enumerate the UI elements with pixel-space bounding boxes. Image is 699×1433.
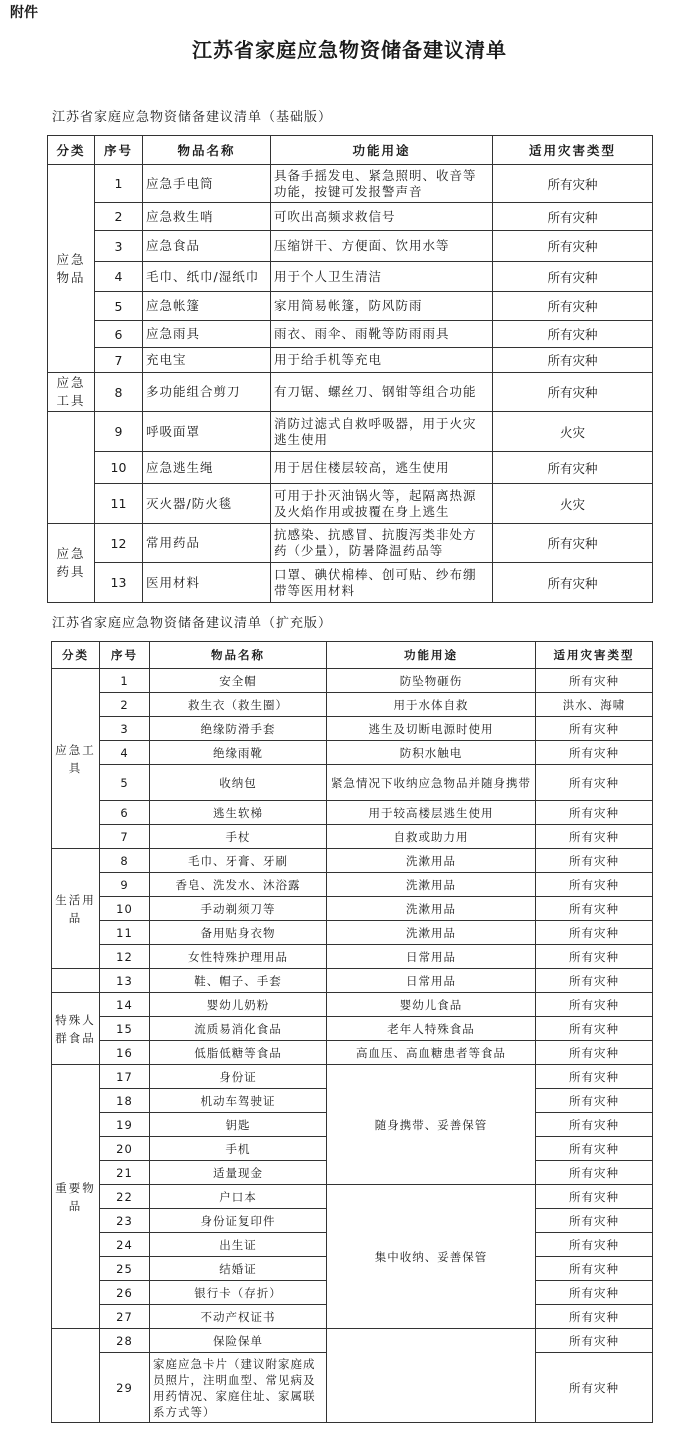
item-function: 自救或助力用 <box>327 825 536 849</box>
table-row <box>48 231 653 262</box>
table-row <box>52 1185 653 1209</box>
item-function: 洗漱用品 <box>327 849 536 873</box>
hazard-type: 所有灾种 <box>536 1017 653 1041</box>
row-number: 6 <box>100 801 150 825</box>
item-function: 集中收纳、妥善保管 <box>327 1185 536 1329</box>
item-function: 紧急情况下收纳应急物品并随身携带 <box>327 765 536 801</box>
item-name: 收纳包 <box>150 765 327 801</box>
row-number: 12 <box>100 945 150 969</box>
item-name: 毛巾、牙膏、牙刷 <box>150 849 327 873</box>
item-name: 出生证 <box>150 1233 327 1257</box>
hazard-type: 洪水、海啸 <box>536 693 653 717</box>
row-number: 23 <box>100 1209 150 1233</box>
table-row <box>52 825 653 849</box>
hazard-type: 所有灾种 <box>536 765 653 801</box>
table-header-row <box>48 136 653 165</box>
item-name: 充电宝 <box>143 348 271 373</box>
row-number: 7 <box>95 348 143 373</box>
category-cell <box>52 969 100 993</box>
hazard-type: 所有灾种 <box>493 165 653 203</box>
row-number: 9 <box>100 873 150 897</box>
table-row <box>52 921 653 945</box>
row-number: 29 <box>100 1353 150 1423</box>
hazard-type: 所有灾种 <box>493 452 653 484</box>
row-number: 5 <box>100 765 150 801</box>
hazard-type: 所有灾种 <box>493 262 653 292</box>
item-name: 手机 <box>150 1137 327 1161</box>
item-name: 适量现金 <box>150 1161 327 1185</box>
item-function: 压缩饼干、方便面、饮用水等 <box>271 231 493 262</box>
row-number: 28 <box>100 1329 150 1353</box>
item-name: 绝缘雨靴 <box>150 741 327 765</box>
extended-list-table <box>51 641 653 1423</box>
table-row <box>52 693 653 717</box>
item-name: 机动车驾驶证 <box>150 1089 327 1113</box>
attachment-label: 附件 <box>10 5 38 21</box>
hazard-type: 所有灾种 <box>536 1281 653 1305</box>
item-name: 医用材料 <box>143 563 271 603</box>
item-name: 钥匙 <box>150 1113 327 1137</box>
table-row <box>52 717 653 741</box>
hazard-type: 所有灾种 <box>493 231 653 262</box>
item-function: 防积水触电 <box>327 741 536 765</box>
hazard-type: 所有灾种 <box>493 203 653 231</box>
row-number: 5 <box>95 292 143 321</box>
item-function: 婴幼儿食品 <box>327 993 536 1017</box>
hazard-type: 所有灾种 <box>536 873 653 897</box>
item-function: 家用简易帐篷，防风防雨 <box>271 292 493 321</box>
row-number: 10 <box>100 897 150 921</box>
item-function: 高血压、高血糖患者等食品 <box>327 1041 536 1065</box>
table-row <box>48 348 653 373</box>
item-function: 用于给手机等充电 <box>271 348 493 373</box>
row-number: 3 <box>100 717 150 741</box>
hazard-type: 所有灾种 <box>536 1305 653 1329</box>
hazard-type: 所有灾种 <box>536 945 653 969</box>
hazard-type: 所有灾种 <box>536 969 653 993</box>
table-row <box>52 897 653 921</box>
item-function: 抗感染、抗感冒、抗腹泻类非处方药（少量），防暑降温药品等 <box>271 524 493 563</box>
item-name: 身份证 <box>150 1065 327 1089</box>
row-number: 9 <box>95 412 143 452</box>
item-function: 老年人特殊食品 <box>327 1017 536 1041</box>
row-number: 18 <box>100 1089 150 1113</box>
basic-list-caption: 江苏省家庭应急物资储备建议清单（基础版） <box>52 110 333 125</box>
table-row <box>48 203 653 231</box>
row-number: 27 <box>100 1305 150 1329</box>
row-number: 1 <box>100 669 150 693</box>
hazard-type: 所有灾种 <box>536 1353 653 1423</box>
item-function: 日常用品 <box>327 969 536 993</box>
category-cell <box>48 412 95 524</box>
hazard-type: 所有灾种 <box>536 1233 653 1257</box>
category-cell: 应急物品 <box>48 165 95 373</box>
item-function: 防坠物砸伤 <box>327 669 536 693</box>
item-name: 备用贴身衣物 <box>150 921 327 945</box>
item-name: 户口本 <box>150 1185 327 1209</box>
item-name: 鞋、帽子、手套 <box>150 969 327 993</box>
row-number: 13 <box>95 563 143 603</box>
table-row <box>48 412 653 452</box>
item-function: 用于较高楼层逃生使用 <box>327 801 536 825</box>
row-number: 8 <box>95 373 143 412</box>
item-function: 日常用品 <box>327 945 536 969</box>
item-name: 应急手电筒 <box>143 165 271 203</box>
document-title: 江苏省家庭应急物资储备建议清单 <box>192 38 507 62</box>
hazard-type: 所有灾种 <box>536 1329 653 1353</box>
row-number: 15 <box>100 1017 150 1041</box>
header-item-name: 物品名称 <box>150 642 327 669</box>
row-number: 26 <box>100 1281 150 1305</box>
hazard-type: 所有灾种 <box>536 741 653 765</box>
item-name: 多功能组合剪刀 <box>143 373 271 412</box>
hazard-type: 所有灾种 <box>536 849 653 873</box>
item-name: 安全帽 <box>150 669 327 693</box>
hazard-type: 所有灾种 <box>493 563 653 603</box>
category-cell: 应急工具 <box>48 373 95 412</box>
row-number: 19 <box>100 1113 150 1137</box>
hazard-type: 所有灾种 <box>536 921 653 945</box>
row-number: 2 <box>95 203 143 231</box>
header-number: 序号 <box>100 642 150 669</box>
item-function <box>327 1329 536 1423</box>
hazard-type: 所有灾种 <box>536 1161 653 1185</box>
hazard-type: 所有灾种 <box>493 373 653 412</box>
header-category: 分类 <box>48 136 95 165</box>
table-row <box>48 321 653 348</box>
extended-list-caption: 江苏省家庭应急物资储备建议清单（扩充版） <box>52 616 333 631</box>
table-row <box>52 801 653 825</box>
table-row <box>48 292 653 321</box>
item-name: 香皂、洗发水、沐浴露 <box>150 873 327 897</box>
table-header-row <box>52 642 653 669</box>
header-function: 功能用途 <box>327 642 536 669</box>
hazard-type: 所有灾种 <box>493 348 653 373</box>
item-function: 洗漱用品 <box>327 897 536 921</box>
hazard-type: 所有灾种 <box>536 1041 653 1065</box>
row-number: 12 <box>95 524 143 563</box>
item-function: 可用于扑灭油锅火等，起隔离热源及火焰作用或披覆在身上逃生 <box>271 484 493 524</box>
item-name: 灭火器/防火毯 <box>143 484 271 524</box>
hazard-type: 所有灾种 <box>536 1113 653 1137</box>
item-name: 身份证复印件 <box>150 1209 327 1233</box>
item-name: 结婚证 <box>150 1257 327 1281</box>
row-number: 22 <box>100 1185 150 1209</box>
item-name: 毛巾、纸巾/湿纸巾 <box>143 262 271 292</box>
table-row <box>52 741 653 765</box>
table-row <box>52 873 653 897</box>
hazard-type: 火灾 <box>493 412 653 452</box>
row-number: 10 <box>95 452 143 484</box>
row-number: 11 <box>95 484 143 524</box>
item-function: 雨衣、雨伞、雨靴等防雨雨具 <box>271 321 493 348</box>
hazard-type: 所有灾种 <box>536 717 653 741</box>
item-function: 具备手摇发电、紧急照明、收音等功能，按键可发报警声音 <box>271 165 493 203</box>
item-function: 随身携带、妥善保管 <box>327 1065 536 1185</box>
row-number: 1 <box>95 165 143 203</box>
header-number: 序号 <box>95 136 143 165</box>
hazard-type: 火灾 <box>493 484 653 524</box>
item-name: 手动剃须刀等 <box>150 897 327 921</box>
row-number: 2 <box>100 693 150 717</box>
item-function: 洗漱用品 <box>327 921 536 945</box>
hazard-type: 所有灾种 <box>536 1137 653 1161</box>
item-name: 婴幼儿奶粉 <box>150 993 327 1017</box>
row-number: 13 <box>100 969 150 993</box>
hazard-type: 所有灾种 <box>536 801 653 825</box>
table-row <box>48 524 653 563</box>
row-number: 4 <box>100 741 150 765</box>
row-number: 7 <box>100 825 150 849</box>
item-name: 银行卡（存折） <box>150 1281 327 1305</box>
item-name: 应急逃生绳 <box>143 452 271 484</box>
table-row <box>52 1329 653 1353</box>
hazard-type: 所有灾种 <box>536 825 653 849</box>
item-name: 保险保单 <box>150 1329 327 1353</box>
hazard-type: 所有灾种 <box>536 1185 653 1209</box>
table-row <box>48 373 653 412</box>
item-name: 应急帐篷 <box>143 292 271 321</box>
hazard-type: 所有灾种 <box>536 1209 653 1233</box>
category-cell: 重要物品 <box>52 1065 100 1329</box>
table-row <box>52 993 653 1017</box>
item-function: 用于居住楼层较高，逃生使用 <box>271 452 493 484</box>
item-name: 逃生软梯 <box>150 801 327 825</box>
item-name: 绝缘防滑手套 <box>150 717 327 741</box>
item-name: 流质易消化食品 <box>150 1017 327 1041</box>
row-number: 25 <box>100 1257 150 1281</box>
row-number: 16 <box>100 1041 150 1065</box>
row-number: 8 <box>100 849 150 873</box>
table-row <box>52 1065 653 1089</box>
table-row <box>52 849 653 873</box>
item-name: 应急食品 <box>143 231 271 262</box>
row-number: 17 <box>100 1065 150 1089</box>
hazard-type: 所有灾种 <box>536 669 653 693</box>
row-number: 24 <box>100 1233 150 1257</box>
row-number: 6 <box>95 321 143 348</box>
row-number: 21 <box>100 1161 150 1185</box>
hazard-type: 所有灾种 <box>493 292 653 321</box>
category-cell: 应急工具 <box>52 669 100 849</box>
table-row <box>52 969 653 993</box>
category-cell: 特殊人群食品 <box>52 993 100 1065</box>
table-row <box>48 452 653 484</box>
row-number: 4 <box>95 262 143 292</box>
item-function: 用于水体自救 <box>327 693 536 717</box>
category-cell: 生活用品 <box>52 849 100 969</box>
table-row <box>48 563 653 603</box>
item-name: 应急救生哨 <box>143 203 271 231</box>
hazard-type: 所有灾种 <box>493 321 653 348</box>
item-function: 用于个人卫生清洁 <box>271 262 493 292</box>
table-row <box>52 765 653 801</box>
item-name: 常用药品 <box>143 524 271 563</box>
basic-list-table <box>47 135 653 603</box>
hazard-type: 所有灾种 <box>536 1257 653 1281</box>
header-hazard-type: 适用灾害类型 <box>493 136 653 165</box>
item-function: 可吹出高频求救信号 <box>271 203 493 231</box>
item-name: 家庭应急卡片（建议附家庭成员照片，注明血型、常见病及用药情况、家庭住址、家属联系方式等） <box>150 1353 327 1423</box>
category-cell <box>52 1329 100 1423</box>
row-number: 14 <box>100 993 150 1017</box>
row-number: 20 <box>100 1137 150 1161</box>
item-function: 洗漱用品 <box>327 873 536 897</box>
row-number: 3 <box>95 231 143 262</box>
item-name: 手杖 <box>150 825 327 849</box>
table-row <box>52 1017 653 1041</box>
item-name: 呼吸面罩 <box>143 412 271 452</box>
item-name: 低脂低糖等食品 <box>150 1041 327 1065</box>
header-category: 分类 <box>52 642 100 669</box>
hazard-type: 所有灾种 <box>536 1065 653 1089</box>
category-cell: 应急药具 <box>48 524 95 603</box>
header-item-name: 物品名称 <box>143 136 271 165</box>
hazard-type: 所有灾种 <box>536 993 653 1017</box>
item-function: 逃生及切断电源时使用 <box>327 717 536 741</box>
header-hazard-type: 适用灾害类型 <box>536 642 653 669</box>
item-function: 口罩、碘伏棉棒、创可贴、纱布绷带等医用材料 <box>271 563 493 603</box>
row-number: 11 <box>100 921 150 945</box>
table-row <box>52 669 653 693</box>
item-name: 不动产权证书 <box>150 1305 327 1329</box>
header-function: 功能用途 <box>271 136 493 165</box>
table-row <box>48 262 653 292</box>
item-name: 救生衣（救生圈） <box>150 693 327 717</box>
table-row <box>52 1041 653 1065</box>
item-function: 有刀锯、螺丝刀、钢钳等组合功能 <box>271 373 493 412</box>
table-row <box>48 165 653 203</box>
hazard-type: 所有灾种 <box>536 1089 653 1113</box>
table-row <box>48 484 653 524</box>
hazard-type: 所有灾种 <box>493 524 653 563</box>
item-function: 消防过滤式自救呼吸器，用于火灾逃生使用 <box>271 412 493 452</box>
item-name: 女性特殊护理用品 <box>150 945 327 969</box>
table-row <box>52 945 653 969</box>
item-name: 应急雨具 <box>143 321 271 348</box>
hazard-type: 所有灾种 <box>536 897 653 921</box>
